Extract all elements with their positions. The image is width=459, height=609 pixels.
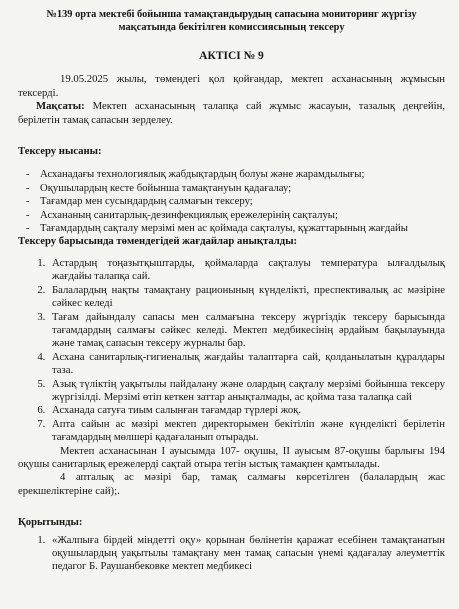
inspection-object-list [18,168,445,235]
list-item: - Оқушылардың кесте бойынша тамақтануын қадағалау; [26,182,445,195]
list-item: 1. Астардың тоңазытқыштарды, қоймаларда сақталуы температура ылғалдылық жағдайы талапқа сай. [48,257,445,284]
inspection-object-heading: Тексеру нысаны: [18,145,102,158]
list-item: 7. Апта сайын ас мәзірі мектеп директорымен бекітіліп және күнделікті берілетін тағамдардың мөлшері қадағаланып отырады. [48,418,445,445]
list-item: - Тағамдардың сақталу мерзімі мен ас қоймада сақталуы, құжаттарының жағдайы [26,222,445,235]
header-line-1: №139 орта мектебі бойынша тамақтандырудың сапасына мониторинг жүргізу [46,9,417,20]
purpose-label: Мақсаты: [36,100,85,113]
list-item: 2. Балалардың нақты тамақтану рационының күнделікті, преспективалық ас мәзіріне сәйкес келеді [48,284,445,311]
list-item: 4. Асхана санитарлық-гигиеналық жағдайы талаптарға сай, қолданылатын құралдары таза. [48,351,445,378]
conditions-heading: Тексеру барысында төмендегідей жағдайлар анықталды: [18,235,298,248]
list-item: - Асхананың санитарлық-дезинфекциялық ережелерінің сақталуы; [26,209,445,222]
list-item: - Асханадағы технологиялық жабдықтардың болуы және жарамдылығы; [26,168,445,181]
summary-paragraph-2: 4 апталық ас мәзірі бар, тамақ салмағы көрсетілген (балалардың жас ерекшеліктеріне сай);. [18,471,445,497]
conclusions-heading: Қорытынды: [18,516,83,529]
purpose-text: Мектеп асханасының талапқа сай жұмыс жасауын, тазалық деңгейін, берілетін тамақ сапасын зерделеу. [18,100,445,126]
document-header [18,8,445,34]
conclusions-list [18,534,445,574]
act-title: АКТІСІ № 9 [199,50,264,62]
conditions-list [18,257,445,445]
list-item: - Тағамдар мен сусындардың салмағын тексеру; [26,195,445,208]
list-item: 5. Азық түліктің уақытылы пайдалану және олардың сақталу мерзімі бойынша тексеру жүргізілді. Мерзімі өтіп кеткен заттар анықталмады, ас қойма таза талапқа сай [48,378,445,405]
header-line-2: мақсатында бекітілген комиссиясының тексеру [118,22,345,33]
list-item: 6. Асханада сатуға тиым салынған тағамдар түрлері жоқ. [48,404,445,417]
intro-paragraph: 19.05.2025 жылы, төмендегі қол қойғандар, мектеп асханасының жұмысын тексерді. [18,73,445,99]
purpose-paragraph [18,100,445,127]
list-item: 3. Тағам дайындалу сапасы мен салмағына тексеру жүргіздік тексеру барысында тағамдардың салмағы сәйкес келеді. Мектеп медбикесінің әрдайым бақылауында және тамақ сапасын тексеру журналы бар. [48,311,445,351]
summary-paragraph-1: Мектеп асханасынан I ауысымда 107- оқушы, II ауысым 87-оқушы барлығы 194 оқушы санитарлық ережелерді сақтай отыра тегін ыстық тамақпен қамтылады. [18,444,445,470]
list-item: 1. «Жалпыға бірдей міндетті оқу» қорынан бөлінетін қаражат есебінен тамақтанатын оқушылардың уақытылы тамақтану мен тамақ сапасын үнемі қадағалау әлеуметтік педагог Б. Раушанбековке мектеп медбикесі [48,534,445,574]
